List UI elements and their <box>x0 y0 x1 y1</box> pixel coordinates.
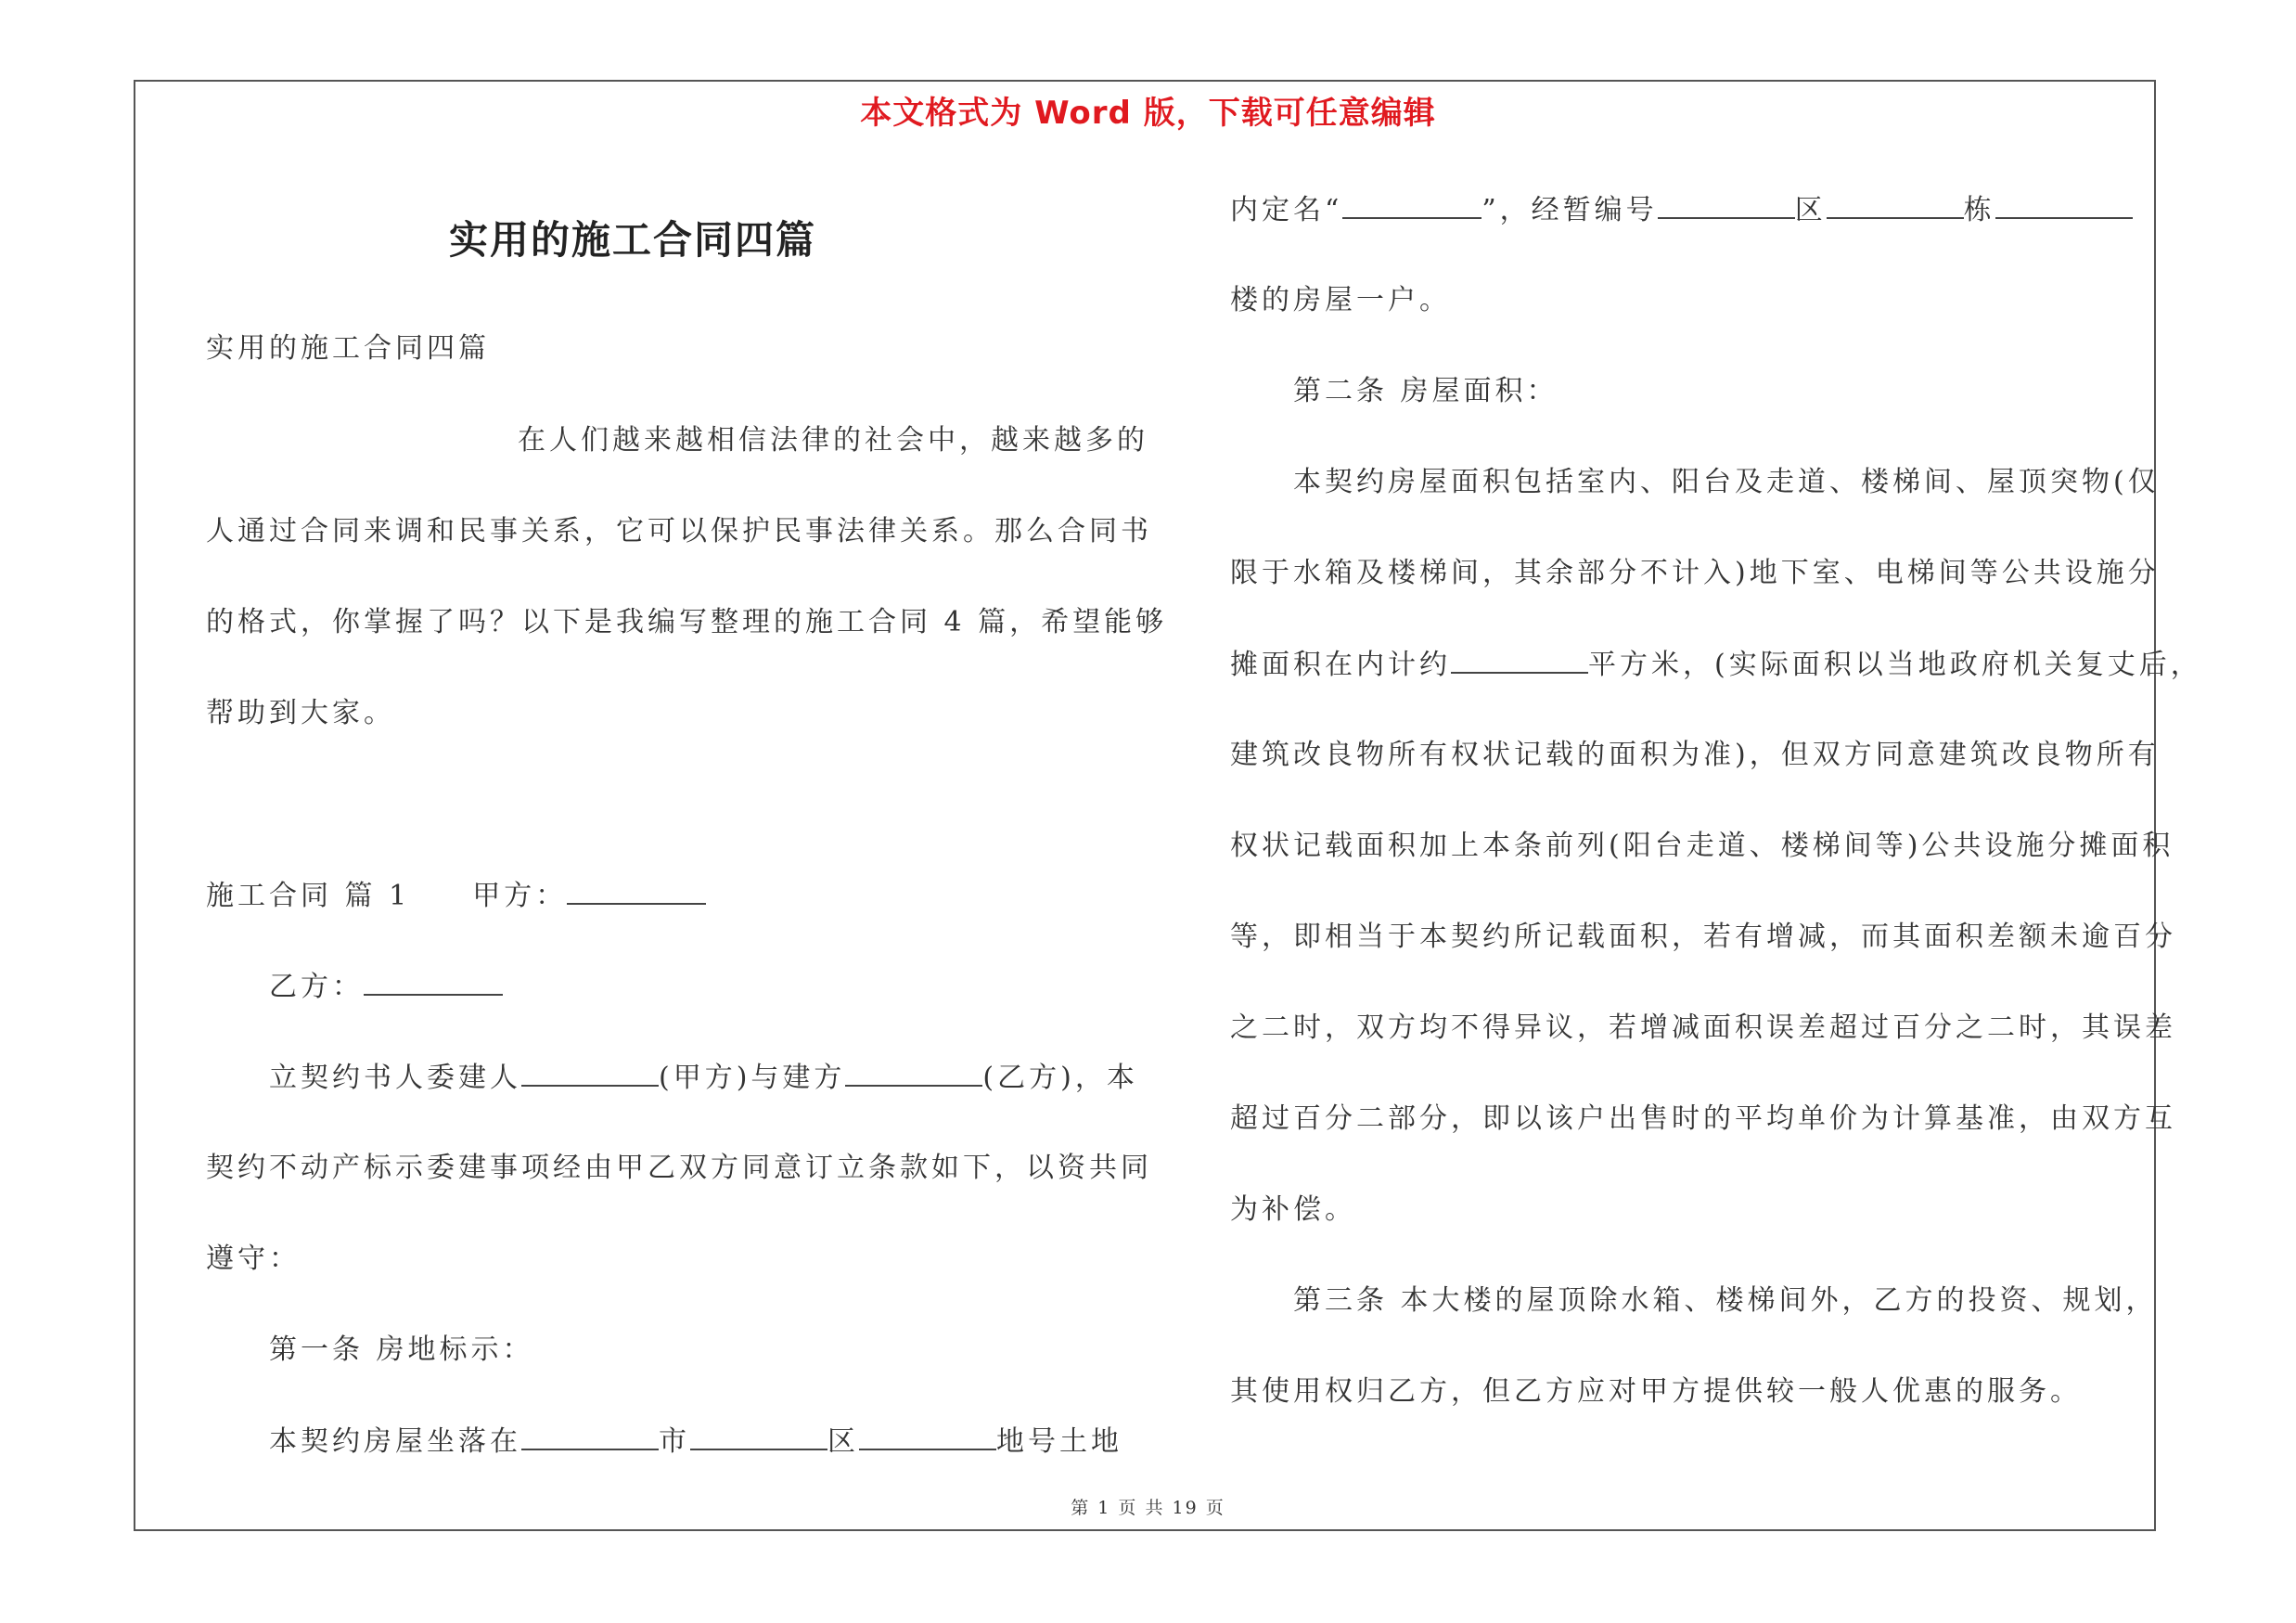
article-3-line-1: 第三条 本大楼的屋顶除水箱、楼梯间外，乙方的投资、规划， <box>1293 1284 2158 1317</box>
lot-blank <box>859 1423 996 1450</box>
document-title: 实用的施工合同四篇 <box>448 217 816 263</box>
clause-text-c: (乙方)，本 <box>982 1062 1138 1094</box>
location-text-d: 地号土地 <box>996 1425 1122 1458</box>
subtitle-line: 实用的施工合同四篇 <box>206 332 490 365</box>
section-heading-1 <box>206 877 706 914</box>
area-text-a: 摊面积在内计约 <box>1230 649 1451 681</box>
location-text-a: 本契约房屋坐落在 <box>269 1425 521 1458</box>
name-blank <box>1342 191 1481 219</box>
clause-intro-line-1 <box>269 1059 1138 1096</box>
page-number-footer: 第 1 页 共 19 页 <box>1071 1498 1225 1518</box>
principal-blank <box>521 1059 659 1087</box>
naming-line-2: 楼的房屋一户。 <box>1230 284 1451 316</box>
naming-text-b: ”，经暂编号 <box>1481 194 1658 226</box>
section-heading-text: 施工合同 篇 1 <box>206 880 411 912</box>
article-2-line-5: 权状记载面积加上本条前列(阳台走道、楼梯间等)公共设施分摊面积 <box>1230 830 2174 862</box>
article-2-line-9: 为补偿。 <box>1230 1193 1356 1226</box>
city-blank <box>521 1423 659 1450</box>
clause-intro-line-2: 契约不动产标示委建事项经由甲乙双方同意订立条款如下，以资共同 <box>206 1152 1152 1184</box>
building-blank <box>1995 191 2133 219</box>
area-blank <box>1827 191 1964 219</box>
intro-line-4: 帮助到大家。 <box>206 697 395 729</box>
party-a-blank <box>567 877 706 905</box>
location-text-c: 区 <box>827 1425 859 1458</box>
article-1-heading: 第一条 房地标示： <box>269 1333 534 1366</box>
clause-text-a: 立契约书人委建人 <box>269 1062 521 1094</box>
article-1-line <box>269 1423 1122 1460</box>
article-2-heading: 第二条 房屋面积： <box>1293 375 1558 407</box>
clause-intro-line-3: 遵守： <box>206 1243 301 1275</box>
naming-text-d: 栋 <box>1963 194 1995 226</box>
party-a-label: 甲方： <box>472 880 568 912</box>
intro-line-2: 人通过合同来调和民事关系，它可以保护民事法律关系。那么合同书 <box>206 515 1152 547</box>
party-b-label: 乙方： <box>269 971 364 1003</box>
article-3-line-2: 其使用权归乙方，但乙方应对甲方提供较一般人优惠的服务。 <box>1230 1375 2082 1408</box>
party-b-line <box>269 968 503 1005</box>
format-notice-banner: 本文格式为 Word 版，下载可任意编辑 <box>860 95 1436 132</box>
number-blank <box>1658 191 1795 219</box>
square-meter-blank <box>1451 646 1588 674</box>
article-2-line-4: 建筑改良物所有权状记载的面积为准)，但双方同意建筑改良物所有 <box>1230 739 2160 771</box>
article-2-line-6: 等，即相当于本契约所记载面积，若有增减，而其面积差额未逾百分 <box>1230 921 2176 953</box>
party-b-blank <box>364 968 503 996</box>
article-2-line-1: 本契约房屋面积包括室内、阳台及走道、楼梯间、屋顶突物(仅 <box>1293 466 2160 498</box>
article-2-line-7: 之二时，双方均不得异议，若增减面积误差超过百分之二时，其误差 <box>1230 1011 2176 1044</box>
article-2-line-2: 限于水箱及楼梯间，其余部分不计入)地下室、电梯间等公共设施分 <box>1230 557 2160 589</box>
intro-line-1: 在人们越来越相信法律的社会中，越来越多的 <box>518 424 1148 457</box>
location-text-b: 市 <box>659 1425 690 1458</box>
naming-text-c: 区 <box>1794 194 1827 226</box>
district-blank <box>690 1423 827 1450</box>
naming-text-a: 内定名“ <box>1230 194 1343 226</box>
area-text-b: 平方米，(实际面积以当地政府机关复丈后， <box>1588 649 2202 681</box>
article-2-line-3 <box>1230 646 2202 683</box>
builder-blank <box>845 1059 982 1087</box>
naming-line <box>1230 191 2133 228</box>
article-2-line-8: 超过百分二部分，即以该户出售时的平均单价为计算基准，由双方互 <box>1230 1102 2176 1135</box>
intro-line-3: 的格式，你掌握了吗？以下是我编写整理的施工合同 4 篇，希望能够 <box>206 606 1168 638</box>
clause-text-b: (甲方)与建方 <box>659 1062 846 1094</box>
